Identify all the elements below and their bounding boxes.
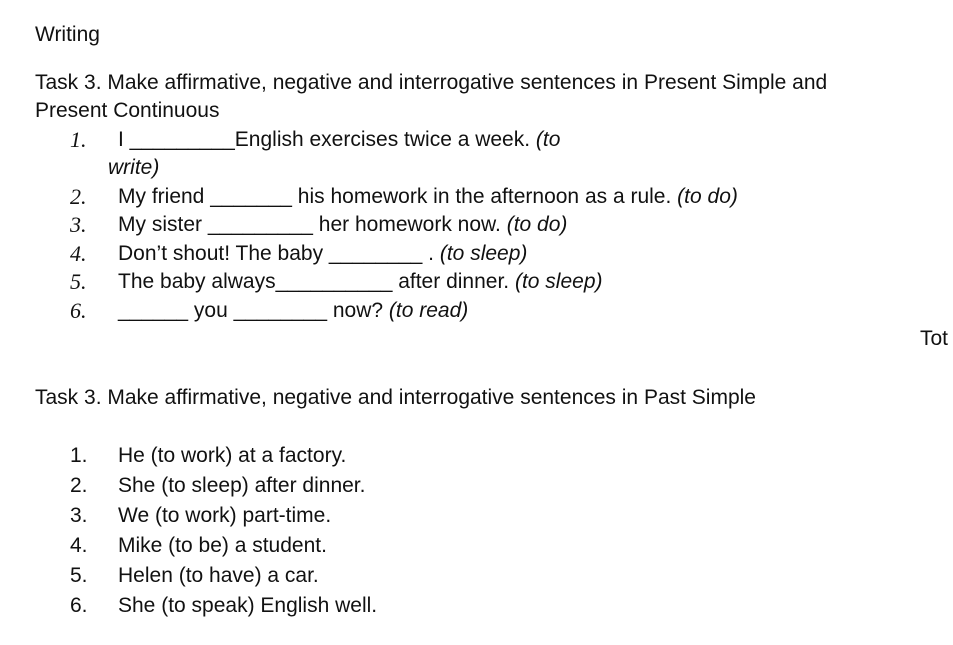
item-number: 2. bbox=[70, 184, 87, 209]
cut-off-text: Tot bbox=[920, 327, 949, 350]
item-text: I _________English exercises twice a week. (to bbox=[118, 128, 561, 151]
item-hint-continued: write) bbox=[108, 156, 160, 179]
item-number: 6. bbox=[70, 298, 87, 323]
item-hint: (to bbox=[535, 128, 561, 151]
task-a-title-line1: Task 3. Make affirmative, negative and interrogative sentences in Present Simple and bbox=[35, 71, 828, 94]
item-text: ______ you ________ now? (to read) bbox=[118, 299, 469, 322]
item-hint: (to sleep) bbox=[514, 270, 603, 293]
item-number: 3. bbox=[70, 212, 87, 237]
item-text: Don’t shout! The baby ________ . (to sleep) bbox=[118, 242, 528, 265]
item-number: 5. bbox=[70, 269, 87, 294]
item-number: 6. bbox=[70, 594, 88, 617]
item-text: The baby always__________ after dinner. (to sleep) bbox=[118, 270, 603, 293]
task-a-title-line2: Present Continuous bbox=[35, 99, 220, 122]
item-hint: (to do) bbox=[506, 213, 568, 236]
item-text: We (to work) part-time. bbox=[118, 504, 332, 527]
item-text: My friend _______ his homework in the afternoon as a rule. (to do) bbox=[118, 185, 738, 208]
item-number: 5. bbox=[70, 564, 88, 587]
task-b-title: Task 3. Make affirmative, negative and interrogative sentences in Past Simple bbox=[35, 386, 756, 409]
item-text: She (to sleep) after dinner. bbox=[118, 474, 366, 497]
item-number: 4. bbox=[70, 534, 88, 557]
item-text: He (to work) at a factory. bbox=[118, 444, 347, 467]
item-hint: (to read) bbox=[388, 299, 469, 322]
item-text: My sister _________ her homework now. (to do) bbox=[118, 213, 568, 236]
item-number: 1. bbox=[70, 444, 88, 467]
item-number: 1. bbox=[70, 127, 87, 152]
item-text: Mike (to be) a student. bbox=[118, 534, 327, 557]
item-number: 3. bbox=[70, 504, 88, 527]
item-hint: (to sleep) bbox=[439, 242, 528, 265]
item-text: Helen (to have) a car. bbox=[118, 564, 319, 587]
item-hint: (to do) bbox=[677, 185, 738, 208]
item-number: 4. bbox=[70, 241, 87, 266]
item-text: She (to speak) English well. bbox=[118, 594, 378, 617]
section-heading: Writing bbox=[35, 23, 100, 46]
item-number: 2. bbox=[70, 474, 88, 497]
